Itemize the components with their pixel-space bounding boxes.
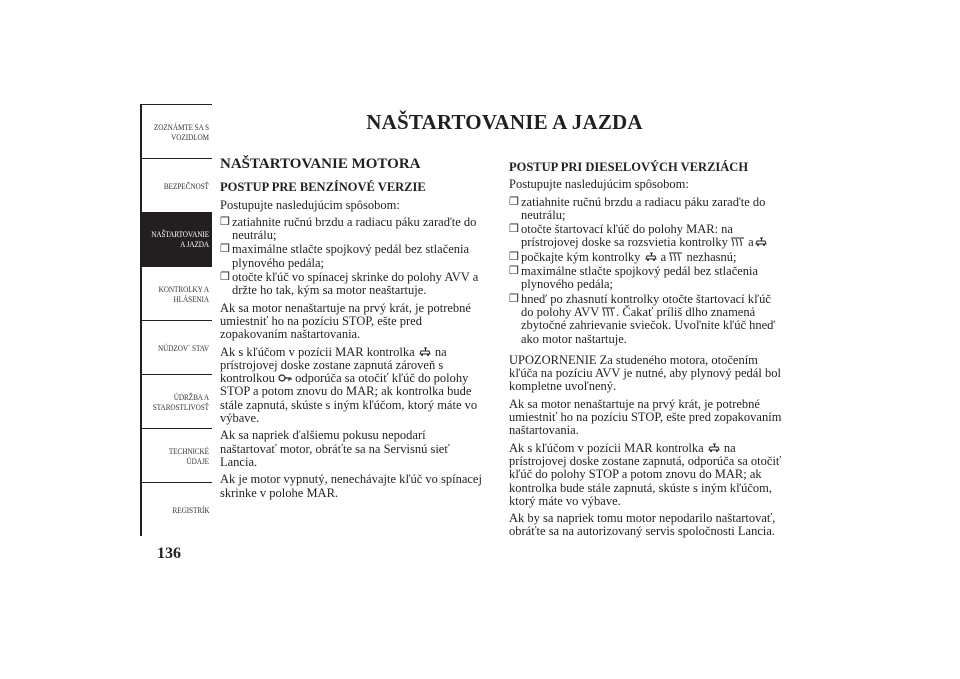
tab-label: KONTROLKY A HLÁSENIA: [158, 283, 209, 304]
list-item: [509, 293, 784, 346]
text-run: odporúča sa otočiť kľúč do polohy STOP a potom znovu do MAR; ak kontrolka bude stále zapnutá, skúste s iným kľúčom, ktorý máte vo výbave.: [220, 371, 478, 426]
glow-plug-icon: [602, 307, 616, 317]
bullet-box-icon: ❒: [220, 243, 230, 256]
tab-nastartovanie[interactable]: [142, 212, 212, 266]
text-run: Ak s kľúčom v pozícii MAR kontrolka: [509, 440, 704, 455]
text-run: a: [748, 235, 754, 250]
right-column: [509, 158, 784, 543]
list-item-text: maximálne stlačte spojkový pedál bez stlačenia plynového pedála;: [521, 264, 759, 292]
list-item: [509, 223, 784, 250]
bullet-box-icon: ❒: [220, 215, 230, 228]
text-run: na prístrojovej doske zostane zapnutá, odporúča sa otočiť kľúč do polohy STOP a potom znovu do MAR; ak kontrolka bude stále zapnutá, skúste s iným kľúčom, ktorý máte vo výbave.: [509, 440, 782, 508]
glow-plug-icon: [731, 237, 745, 247]
tab-label: NÚDZOV´ STAV: [157, 342, 209, 353]
tab-registrik[interactable]: [142, 482, 212, 536]
text-run: a: [660, 249, 667, 264]
list-item-text: zatiahnite ručnú brzdu a radiacu páku zaraďte do neutrálu;: [232, 214, 477, 243]
bullet-box-icon: ❒: [509, 195, 519, 208]
list-item: [509, 251, 784, 264]
list-item-text: maximálne stlačte spojkový pedál bez stlačenia plynového pedála;: [232, 242, 470, 270]
car-key-warning-icon: [754, 237, 768, 247]
tab-label: ÚDRŽBA A STAROSTLIVOSŤ: [152, 391, 209, 412]
list-item-text: otočte kľúč vo spínacej skrinke do polohy AVV a držte ho tak, kým sa motor neaštartuje.: [232, 270, 479, 298]
tab-label: REGISTRÍK: [172, 504, 209, 515]
tab-nudzovy-stav[interactable]: [142, 320, 212, 374]
tab-label: TECHNICKÉ ÚDAJE: [168, 445, 209, 466]
glow-plug-icon: [669, 252, 683, 262]
sidebar-tabs: [140, 104, 212, 536]
text-run: na prístrojovej doske zostane zapnutá zároveň s kontrolkou: [220, 344, 447, 386]
paragraph: Ak sa napriek ďalšiemu pokusu nepodarí naštartovať motor, obráťte sa na Servisnú sieť Lancia.: [220, 428, 450, 469]
steps-list: [509, 196, 784, 346]
list-item: [220, 271, 485, 298]
paragraph: [220, 346, 485, 426]
paragraph: UPOZORNENIE Za studeného motora, otočením kľúča na pozíciu AVV je nutné, aby plynový pedál bol kompletne uvoľnený.: [509, 352, 781, 394]
page-number: 136: [157, 545, 181, 562]
list-item: [220, 216, 485, 243]
bullet-box-icon: ❒: [509, 250, 519, 263]
paragraph: Ak sa motor nenaštartuje na prvý krát, je potrebné umiestniť ho na pozíciu STOP, ešte pred zopakovaním naštartovania.: [220, 300, 471, 342]
paragraph: Ak by sa napriek tomu motor nepodarilo naštartovať, obráťte sa na autorizovaný servis spoločnosti Lancia.: [509, 511, 776, 539]
list-item-text: otočte štartovací kľúč do polohy MAR: na prístrojovej doske sa rozsvietia kontrolky: [521, 222, 733, 250]
text-run: Ak s kľúčom v pozícii MAR kontrolka: [220, 344, 415, 359]
tab-label: ZOZNÁMTE SA S VOZIDLOM: [153, 121, 209, 142]
list-item: [509, 196, 784, 223]
list-item: [509, 265, 784, 292]
subsection-heading: POSTUP PRI DIESELOVÝCH VERZIÁCH: [509, 160, 749, 174]
bullet-box-icon: ❒: [509, 265, 519, 278]
paragraph: [509, 442, 784, 508]
intro-text: Postupujte nasledujúcim spôsobom:: [509, 177, 689, 192]
subsection-heading: POSTUP PRE BENZÍNOVÉ VERZIE: [220, 180, 426, 195]
bullet-box-icon: ❒: [220, 271, 230, 284]
tab-label: NAŠTARTOVANIE A JAZDA: [151, 229, 209, 249]
tab-udrzba[interactable]: [142, 374, 212, 428]
steps-list: [220, 216, 485, 298]
intro-text: Postupujte nasledujúcim spôsobom:: [220, 197, 400, 212]
text-run: nezhasnú;: [686, 249, 737, 264]
key-icon: [278, 373, 292, 383]
car-key-warning-icon: [644, 252, 658, 262]
tab-zoznamte[interactable]: [142, 104, 212, 158]
page-title: NAŠTARTOVANIE A JAZDA: [366, 110, 643, 134]
car-key-warning-icon: [418, 347, 432, 357]
bullet-box-icon: ❒: [509, 223, 519, 236]
list-item: [220, 243, 485, 270]
section-heading: NAŠTARTOVANIE MOTORA: [220, 156, 421, 172]
list-item-text: zatiahnite ručnú brzdu a radiacu páku zaraďte do neutrálu;: [521, 194, 766, 222]
paragraph: Ak je motor vypnutý, nenechávajte kľúč vo spínacej skrinke v polohe MAR.: [220, 472, 482, 500]
list-item-text: hneď po zhasnutí kontrolky otočte štartovací kľúč do polohy AVV: [521, 291, 771, 319]
tab-bezpecnost[interactable]: [142, 158, 212, 212]
bullet-box-icon: ❒: [509, 292, 519, 305]
list-item-text: počkajte kým kontrolky: [521, 249, 641, 264]
paragraph: Ak sa motor nenaštartuje na prvý krát, je potrebné umiestniť ho na pozíciu STOP, ešte pred zopakovaním naštartovania.: [509, 396, 782, 438]
left-column: [220, 158, 485, 504]
car-key-warning-icon: [707, 443, 721, 453]
text-run: . Čakať príliš dlho znamená zbytočné zahrievanie sviečok. Uvoľnite kľúč hneď ako motor naštartuje.: [521, 304, 776, 346]
tab-kontrolky[interactable]: [142, 266, 212, 320]
tab-technicke[interactable]: [142, 428, 212, 482]
tab-label: BEZPEČNOSŤ: [164, 180, 209, 191]
